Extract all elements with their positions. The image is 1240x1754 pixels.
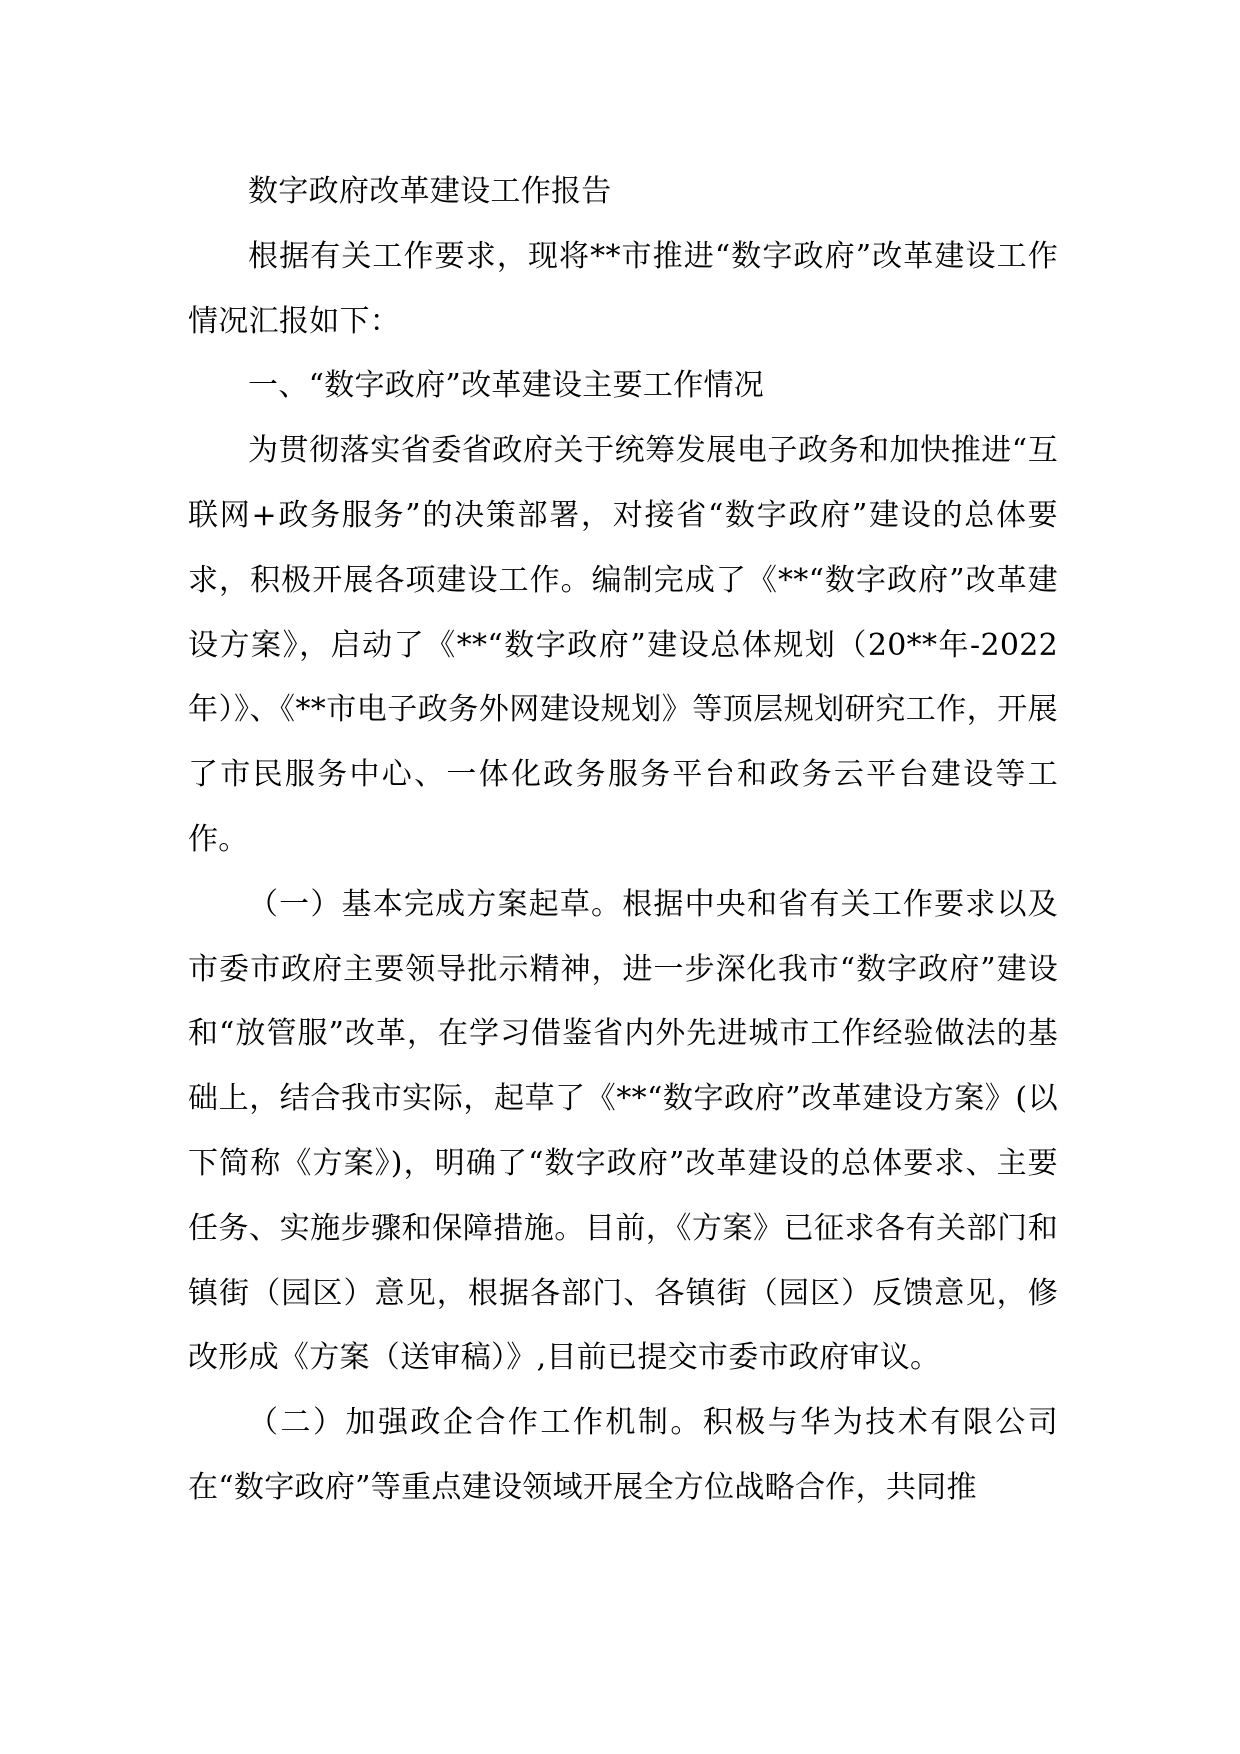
document-title: 数字政府改革建设工作报告 <box>248 174 612 209</box>
paragraph-subsection-2: （二）加强政企合作工作机制。积极与华为技术有限公司在“数字政府”等重点建设领域开展全方位战略合作，共同推 <box>188 1405 1058 1505</box>
section-heading-1: 一、“数字政府”改革建设主要工作情况 <box>248 368 765 404</box>
document-page <box>188 160 1058 1521</box>
paragraph-intro: 根据有关工作要求，现将**市推进“数字政府”改革建设工作情况汇报如下： <box>188 238 1058 339</box>
paragraph-overview: 为贯彻落实省委省政府关于统筹发展电子政务和加快推进“互联网+政务服务”的决策部署，对接省“数字政府”建设的总体要求，积极开展各项建设工作。编制完成了《**“数字政府”改革建设方案》，启动了《**“数字政府”建设总体规划（20**年-2022年）》、《**市电子政务外网建设规划》等顶层规划研究工作，开展了市民服务中心、一体化政务服务平台和政务云平台建设等工作。 <box>188 433 1058 857</box>
paragraph-subsection-1: （一）基本完成方案起草。根据中央和省有关工作要求以及市委市政府主要领导批示精神，进一步深化我市“数字政府”建设和“放管服”改革，在学习借鉴省内外先进城市工作经验做法的基础上，结合我市实际，起草了《**“数字政府”改革建设方案》(以下简称《方案》)，明确了“数字政府”改革建设的总体要求、主要任务、实施步骤和保障措施。目前，《方案》已征求各有关部门和镇街（园区）意见，根据各部门、各镇街（园区）反馈意见，修改形成《方案（送审稿）》,目前已提交市委市政府审议。 <box>188 886 1058 1376</box>
